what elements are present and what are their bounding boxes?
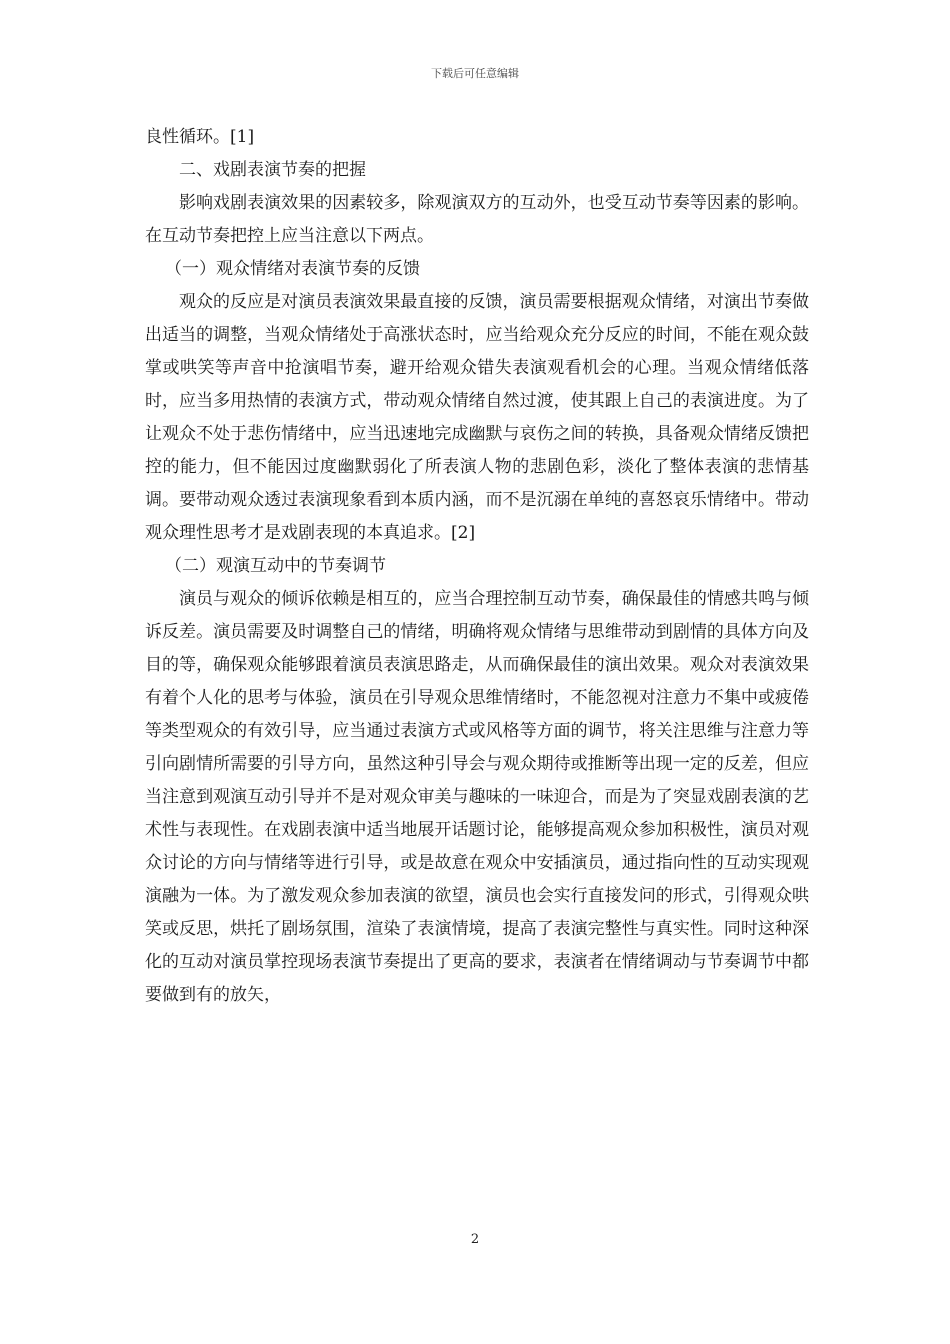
page-number: 2 (470, 1232, 480, 1247)
subsection-heading: （一）观众情绪对表演节奏的反馈 (165, 259, 420, 279)
document-body (145, 121, 809, 1012)
section-heading: 二、戏剧表演节奏的把握 (179, 160, 366, 180)
paragraph: 观众的反应是对演员表演效果最直接的反馈，演员需要根据观众情绪，对演出节奏做出适当的调整，当观众情绪处于高涨状态时，应当给观众充分反应的时间，不能在观众鼓掌或哄笑等声音中抢演唱节奏，避开给观众错失表演观看机会的心理。当观众情绪低落时，应当多用热情的表演方式，带动观众情绪自然过渡，使其跟上自己的表演进度。为了让观众不处于悲伤情绪中，应当迅速地完成幽默与哀伤之间的转换，具备观众情绪反馈把控的能力，但不能因过度幽默弱化了所表演人物的悲剧色彩，淡化了整体表演的悲情基调。要带动观众透过表演现象看到本质内涵，而不是沉溺在单纯的喜怒哀乐情绪中。带动观众理性思考才是戏剧表现的本真追求。[2] (145, 292, 809, 543)
paragraph: 影响戏剧表演效果的因素较多，除观演双方的互动外，也受互动节奏等因素的影响。在互动节奏把控上应当注意以下两点。 (145, 193, 809, 246)
subsection-heading: （二）观演互动中的节奏调节 (165, 556, 386, 576)
paragraph-continuation: 良性循环。[1] (145, 127, 255, 147)
paragraph: 演员与观众的倾诉依赖是相互的，应当合理控制互动节奏，确保最佳的情感共鸣与倾诉反差。演员需要及时调整自己的情绪，明确将观众情绪与思维带动到剧情的具体方向及目的等，确保观众能够跟着演员表演思路走，从而确保最佳的演出效果。观众对表演效果有着个人化的思考与体验，演员在引导观众思维情绪时，不能忽视对注意力不集中或疲倦等类型观众的有效引导，应当通过表演方式或风格等方面的调节，将关注思维与注意力等引向剧情所需要的引导方向，虽然这种引导会与观众期待或推断等出现一定的反差，但应当注意到观演互动引导并不是对观众审美与趣味的一味迎合，而是为了突显戏剧表演的艺术性与表现性。在戏剧表演中适当地展开话题讨论，能够提高观众参加积极性，演员对观众讨论的方向与情绪等进行引导，或是故意在观众中安插演员，通过指向性的互动实现观演融为一体。为了激发观众参加表演的欲望，演员也会实行直接发问的形式，引得观众哄笑或反思，烘托了剧场氛围，渲染了表演情境，提高了表演完整性与真实性。同时这种深化的互动对演员掌控现场表演节奏提出了更高的要求，表演者在情绪调动与节奏调节中都要做到有的放矢， (145, 589, 809, 1005)
page-header-note: 下载后可任意编辑 (431, 67, 519, 80)
